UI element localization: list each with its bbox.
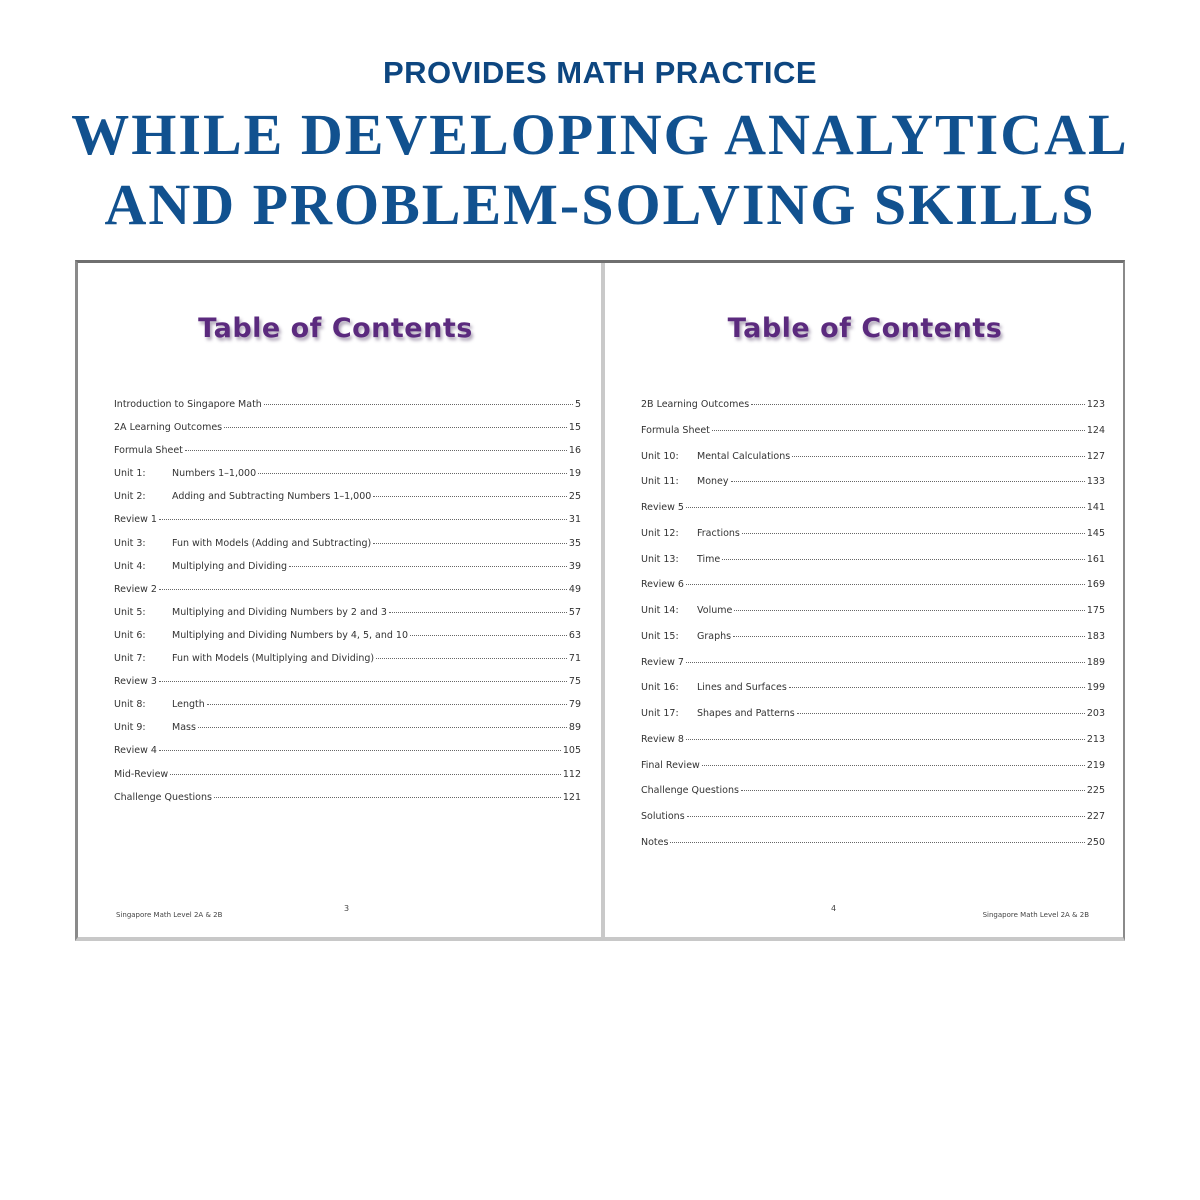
toc-entry (114, 445, 581, 468)
toc-entry (641, 579, 1105, 605)
toc-entry-page: 105 (562, 745, 581, 757)
toc-entry (114, 653, 581, 676)
toc-entry-page: 145 (1086, 527, 1105, 539)
toc-entry-title: Solutions (641, 811, 685, 822)
toc-entry-title: Fun with Models (Multiplying and Dividing) (172, 653, 375, 665)
toc-entry-unit: Unit 4: (114, 560, 146, 572)
toc-entry-title: Formula Sheet (114, 445, 183, 457)
toc-entry-page: 124 (1086, 424, 1105, 436)
toc-entry-unit: Unit 15: (641, 630, 679, 642)
dot-leader (214, 797, 561, 798)
toc-entry-title: Numbers 1–1,000 (172, 468, 257, 480)
toc-entry-title: Mass (172, 722, 196, 734)
toc-entry-page: 79 (568, 699, 581, 711)
toc-entry (641, 476, 1105, 502)
right-page (605, 263, 1125, 937)
toc-entry-unit: Unit 11: (641, 476, 679, 488)
toc-entry-page: 127 (1086, 450, 1105, 462)
toc-entry-page: 175 (1086, 605, 1105, 616)
dot-leader (159, 750, 561, 751)
toc-entry-page: 227 (1086, 811, 1105, 822)
toc-entry (114, 792, 581, 815)
dot-leader (797, 713, 1085, 714)
dot-leader (686, 584, 1085, 585)
toc-entry-page: 250 (1086, 836, 1105, 848)
page-number: 4 (831, 904, 837, 913)
toc-entry-title: Volume (697, 605, 733, 616)
toc-entry-page: 161 (1086, 553, 1105, 565)
toc-entry-page: 15 (568, 422, 581, 434)
toc-entry-page: 133 (1086, 476, 1105, 488)
toc-entry (641, 605, 1105, 631)
toc-entry-page: 5 (574, 399, 581, 410)
toc-entry-title: Lines and Surfaces (697, 682, 787, 694)
toc-entry-page: 141 (1086, 502, 1105, 513)
toc-entry-title: Review 5 (641, 502, 684, 513)
toc-entry-title: Final Review (641, 759, 700, 771)
toc-entry (641, 734, 1105, 760)
dot-leader (207, 704, 567, 705)
toc-entry-title: Length (172, 699, 205, 711)
toc-entry (641, 682, 1105, 708)
toc-entry (641, 631, 1105, 657)
toc-entry (641, 554, 1105, 580)
toc-entry-title: Fractions (697, 527, 740, 539)
toc-entry-unit: Unit 1: (114, 468, 146, 480)
left-page (78, 263, 601, 937)
dot-leader (258, 473, 567, 474)
toc-entry-page: 199 (1086, 682, 1105, 694)
toc-entry-title: 2A Learning Outcomes (114, 422, 223, 434)
book-spread (75, 260, 1125, 941)
dot-leader (789, 687, 1085, 688)
toc-entry-title: Shapes and Patterns (697, 708, 795, 719)
toc-entry (641, 811, 1105, 837)
toc-entry-unit: Unit 5: (114, 606, 146, 618)
toc-entry (114, 468, 581, 491)
dot-leader (289, 566, 567, 567)
toc-entry (641, 760, 1105, 786)
dot-leader (185, 450, 567, 451)
toc-entry-page: 49 (568, 583, 581, 595)
dot-leader (686, 739, 1085, 740)
toc-entry-page: 25 (568, 491, 581, 503)
dot-leader (734, 610, 1085, 611)
toc-entry (114, 607, 581, 630)
toc-entry-page: 63 (568, 629, 581, 641)
dot-leader (159, 681, 567, 682)
toc-entry-title: Review 8 (641, 733, 684, 745)
dot-leader (264, 404, 573, 405)
dot-leader (410, 635, 567, 636)
toc-entry (114, 491, 581, 514)
toc-entry-page: 123 (1086, 399, 1105, 410)
toc-entry-page: 112 (562, 768, 581, 780)
toc-entry (114, 561, 581, 584)
toc-entry (641, 451, 1105, 477)
toc-entry-page: 16 (568, 445, 581, 457)
toc-entry-unit: Unit 2: (114, 491, 146, 503)
toc-entry-title: Review 6 (641, 579, 684, 591)
toc-entry-page: 39 (568, 560, 581, 572)
toc-entry-unit: Unit 3: (114, 537, 146, 549)
toc-title: Table of Contents (198, 313, 473, 344)
dot-leader (722, 559, 1085, 560)
toc-entry-page: 213 (1086, 733, 1105, 745)
dot-leader (376, 658, 567, 659)
dot-leader (733, 636, 1085, 637)
toc-entry (641, 837, 1105, 863)
toc-entry-unit: Unit 12: (641, 527, 679, 539)
toc-entry-page: 189 (1086, 656, 1105, 668)
toc-list (641, 399, 1105, 863)
toc-entry (114, 399, 581, 422)
dot-leader (751, 404, 1085, 405)
toc-entry-title: Review 1 (114, 514, 157, 526)
toc-entry-unit: Unit 13: (641, 553, 679, 565)
toc-entry-unit: Unit 6: (114, 629, 146, 641)
toc-entry-page: 71 (568, 653, 581, 665)
toc-entry (114, 699, 581, 722)
toc-entry (641, 399, 1105, 425)
dot-leader (159, 589, 567, 590)
toc-entry-title: Mental Calculations (697, 450, 791, 462)
toc-entry-title: Review 4 (114, 745, 157, 757)
toc-entry-title: Review 7 (641, 656, 684, 668)
toc-entry-page: 121 (562, 791, 581, 803)
toc-entry-page: 225 (1086, 785, 1105, 797)
toc-entry-title: Money (697, 476, 729, 488)
dot-leader (373, 496, 567, 497)
toc-entry-title: Notes (641, 836, 669, 848)
toc-entry-page: 75 (568, 676, 581, 688)
page-number: 3 (344, 904, 350, 913)
toc-entry-unit: Unit 8: (114, 699, 146, 711)
toc-entry-title: Graphs (697, 630, 732, 642)
toc-entry-page: 35 (568, 537, 581, 549)
toc-entry-unit: Unit 10: (641, 450, 679, 462)
toc-entry-title: Formula Sheet (641, 424, 710, 436)
toc-entry (641, 502, 1105, 528)
dot-leader (686, 507, 1085, 508)
headline-title-line-1: WHILE DEVELOPING ANALYTICAL (71, 102, 1129, 167)
toc-entry-unit: Unit 16: (641, 682, 679, 694)
toc-entry-title: Challenge Questions (114, 791, 212, 803)
dot-leader (670, 842, 1084, 843)
toc-entry-unit: Unit 17: (641, 708, 679, 719)
dot-leader (686, 662, 1085, 663)
dot-leader (741, 790, 1085, 791)
page-footer: Singapore Math Level 2A & 2B (982, 911, 1089, 919)
toc-entry (641, 657, 1105, 683)
toc-entry-page: 203 (1086, 708, 1105, 719)
toc-title: Table of Contents (727, 313, 1003, 344)
toc-entry (641, 785, 1105, 811)
toc-entry-title: Multiplying and Dividing (172, 560, 288, 572)
dot-leader (224, 427, 567, 428)
toc-entry (114, 538, 581, 561)
toc-entry (114, 769, 581, 792)
toc-list (114, 399, 581, 815)
toc-entry (114, 514, 581, 537)
toc-entry-page: 19 (568, 468, 581, 480)
page-footer: Singapore Math Level 2A & 2B (116, 911, 223, 919)
headline-title-line-2: AND PROBLEM-SOLVING SKILLS (104, 172, 1096, 237)
toc-entry-title: Adding and Subtracting Numbers 1–1,000 (172, 491, 372, 503)
dot-leader (389, 612, 567, 613)
toc-entry-page: 183 (1086, 630, 1105, 642)
toc-entry-title: Time (697, 553, 721, 565)
toc-entry-unit: Unit 7: (114, 653, 146, 665)
dot-leader (702, 765, 1085, 766)
toc-entry (114, 422, 581, 445)
dot-leader (731, 481, 1085, 482)
dot-leader (170, 774, 561, 775)
toc-entry (641, 425, 1105, 451)
toc-entry-title: Challenge Questions (641, 785, 739, 797)
toc-entry-page: 169 (1086, 579, 1105, 591)
toc-entry-page: 31 (568, 514, 581, 526)
toc-entry-unit: Unit 14: (641, 605, 679, 616)
dot-leader (687, 816, 1085, 817)
toc-entry (114, 745, 581, 768)
toc-entry (641, 708, 1105, 734)
toc-entry-title: Introduction to Singapore Math (114, 399, 262, 410)
dot-leader (373, 543, 567, 544)
toc-entry-page: 219 (1086, 759, 1105, 771)
toc-entry-title: 2B Learning Outcomes (641, 399, 750, 410)
dot-leader (742, 533, 1085, 534)
toc-entry-title: Review 3 (114, 676, 157, 688)
toc-entry (114, 722, 581, 745)
toc-entry (641, 528, 1105, 554)
toc-entry (114, 584, 581, 607)
toc-entry-page: 89 (568, 722, 581, 734)
headline-subtitle: PROVIDES MATH PRACTICE (382, 55, 818, 90)
toc-entry-title: Mid-Review (114, 768, 169, 780)
toc-entry (114, 630, 581, 653)
dot-leader (792, 456, 1085, 457)
toc-entry-title: Fun with Models (Adding and Subtracting) (172, 537, 372, 549)
toc-entry (114, 676, 581, 699)
dot-leader (159, 519, 567, 520)
toc-entry-title: Multiplying and Dividing Numbers by 4, 5, and 10 (172, 629, 409, 641)
toc-entry-unit: Unit 9: (114, 722, 146, 734)
dot-leader (198, 727, 567, 728)
toc-entry-title: Multiplying and Dividing Numbers by 2 and 3 (172, 606, 387, 618)
toc-entry-page: 57 (568, 606, 581, 618)
toc-entry-title: Review 2 (114, 583, 157, 595)
dot-leader (712, 430, 1085, 431)
